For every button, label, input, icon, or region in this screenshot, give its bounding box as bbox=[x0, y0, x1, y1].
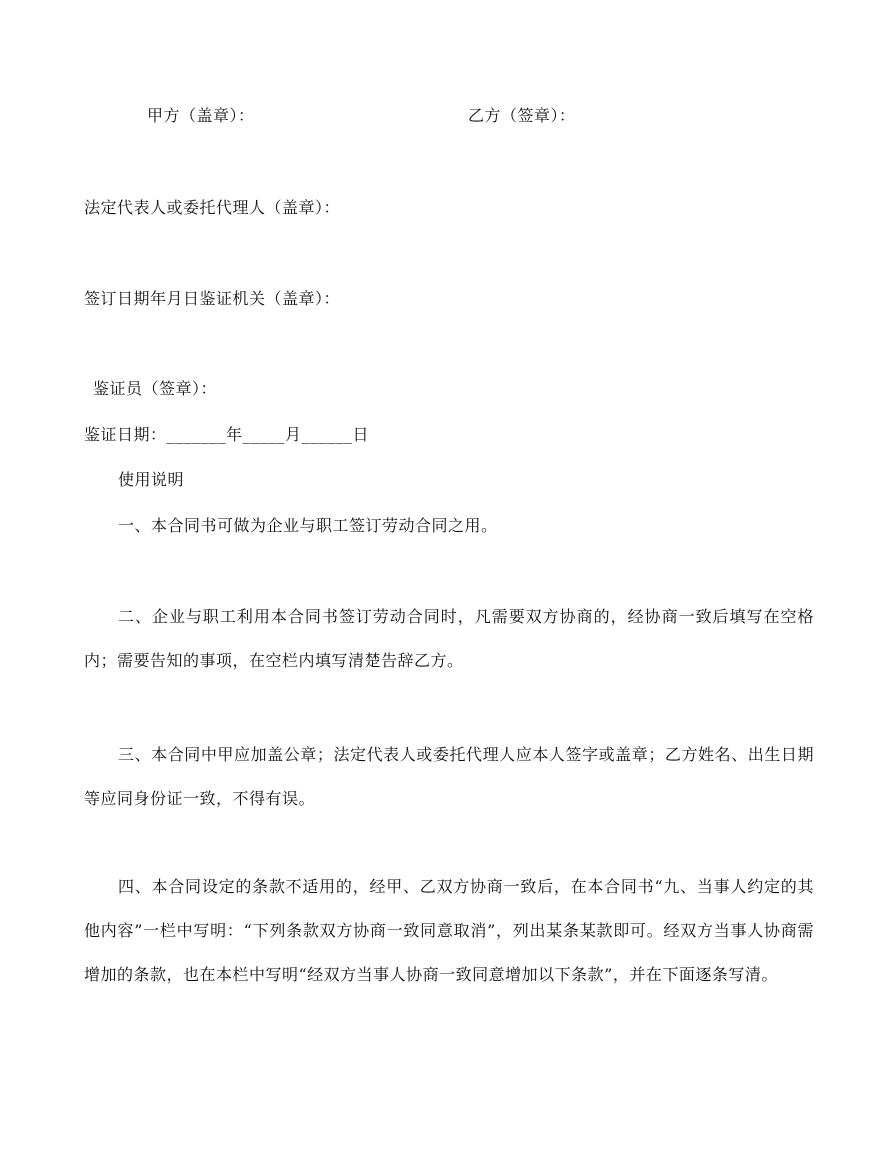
party-a-seal-label: 甲方（盖章）： bbox=[147, 106, 255, 125]
instructions-heading: 使用说明 bbox=[118, 470, 185, 489]
verifier-signature-label: 鉴证员（签章）： bbox=[93, 379, 218, 398]
instruction-item-1: 一、本合同书可做为企业与职工签订劳动合同之用。 bbox=[118, 516, 498, 535]
instruction-item-2: 二、企业与职工利用本合同书签订劳动合同时，凡需要双方协商的，经协商一致后填写在空格内；需要告知的事项，在空栏内填写清楚告辞乙方。 bbox=[84, 607, 814, 670]
sign-date-authority-label: 签订日期年月日鉴证机关（盖章）： bbox=[84, 289, 341, 308]
instruction-item-3: 三、本合同中甲应加盖公章；法定代表人或委托代理人应本人签字或盖章；乙方姓名、出生日期等应同身份证一致，不得有误。 bbox=[84, 745, 814, 808]
verify-date-label: 鉴证日期：_______年_____月______日 bbox=[84, 425, 370, 444]
legal-representative-label: 法定代表人或委托代理人（盖章）： bbox=[84, 198, 341, 217]
instruction-item-4: 四、本合同设定的条款不适用的，经甲、乙双方协商一致后，在本合同书“九、当事人约定的其他内容”一栏中写明：“下列条款双方协商一致同意取消”，列出某条某款即可。经双方当事人协商需增加的条款，也在本栏中写明“经双方当事人协商一致同意增加以下条款”，并在下面逐条写清。 bbox=[84, 877, 814, 984]
party-b-signature-label: 乙方（签章）： bbox=[468, 106, 576, 125]
